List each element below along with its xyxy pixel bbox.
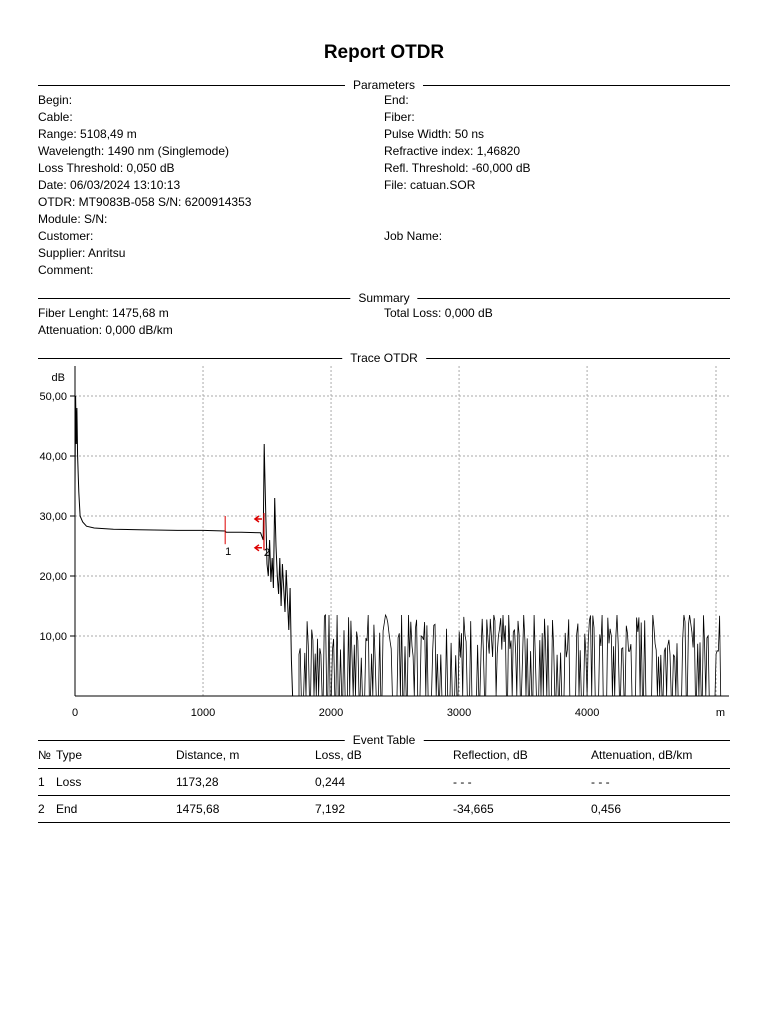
- y-axis-label: dB: [51, 372, 65, 384]
- cell-attenuation: 0,456: [591, 802, 622, 816]
- header-loss: Loss, dB: [315, 748, 362, 762]
- cell-distance: 1173,28: [176, 775, 219, 789]
- x-axis-label: m: [715, 707, 725, 719]
- event-table: [38, 744, 730, 823]
- x-tick-label: 4000: [574, 707, 600, 719]
- y-tick-label: 50,00: [39, 391, 67, 403]
- y-tick-label: 20,00: [39, 571, 67, 583]
- y-tick-label: 10,00: [39, 631, 67, 643]
- param-file: File: catuan.SOR: [384, 178, 476, 192]
- summary-attenuation: Attenuation: 0,000 dB/km: [38, 323, 173, 337]
- marker-2-arrow-lower: [255, 545, 262, 551]
- cell-loss: 7,192: [315, 802, 346, 816]
- cell-type: Loss: [56, 775, 82, 789]
- header-type: Type: [56, 748, 83, 762]
- param-pulse-width: Pulse Width: 50 ns: [384, 127, 485, 141]
- y-tick-label: 30,00: [39, 511, 67, 523]
- header-attenuation: Attenuation, dB/km: [591, 748, 693, 762]
- table-row: [38, 769, 730, 796]
- param-supplier: Supplier: Anritsu: [38, 246, 126, 260]
- header-number: №: [38, 748, 51, 762]
- x-tick-label: 3000: [446, 707, 472, 719]
- cell-attenuation: - - -: [591, 775, 610, 789]
- header-reflection: Reflection, dB: [453, 748, 528, 762]
- summary-heading: Summary: [350, 291, 417, 305]
- marker-2-arrow-upper: [255, 516, 262, 522]
- marker-1-label: 1: [225, 546, 232, 558]
- event-table-header: [38, 744, 730, 769]
- summary-total-loss: Total Loss: 0,000 dB: [384, 306, 493, 320]
- param-fiber: Fiber:: [384, 110, 415, 124]
- param-module: Module: S/N:: [38, 212, 108, 226]
- param-date: Date: 06/03/2024 13:10:13: [38, 178, 181, 192]
- param-customer: Customer:: [38, 229, 94, 243]
- param-cable: Cable:: [38, 110, 73, 124]
- param-refractive-index: Refractive index: 1,46820: [384, 144, 521, 158]
- y-tick-label: 40,00: [39, 451, 67, 463]
- trace-heading: Trace OTDR: [342, 351, 426, 365]
- param-job-name: Job Name:: [384, 229, 443, 243]
- param-end: End:: [384, 93, 409, 107]
- marker-2-label: 2: [263, 547, 271, 560]
- noise-floor-line: [299, 615, 729, 696]
- header-distance: Distance, m: [176, 748, 240, 762]
- cell-number: 1: [38, 775, 45, 789]
- cell-loss: 0,244: [315, 775, 346, 789]
- summary-fiber-length: Fiber Lenght: 1475,68 m: [38, 306, 169, 320]
- cell-reflection: - - -: [453, 775, 472, 789]
- param-otdr: OTDR: MT9083B-058 S/N: 6200914353: [38, 195, 252, 209]
- cell-number: 2: [38, 802, 45, 816]
- x-tick-label: 0: [71, 707, 79, 719]
- x-tick-label: 2000: [318, 707, 344, 719]
- events-heading: Event Table: [345, 733, 424, 747]
- param-wavelength: Wavelength: 1490 nm (Singlemode): [38, 144, 229, 158]
- cell-reflection: -34,665: [453, 802, 494, 816]
- param-comment: Comment:: [38, 263, 94, 277]
- param-begin: Begin:: [38, 93, 73, 107]
- cell-distance: 1475,68: [176, 802, 220, 816]
- x-tick-label: 1000: [190, 707, 216, 719]
- param-loss-threshold: Loss Threshold: 0,050 dB: [38, 161, 175, 175]
- param-range: Range: 5108,49 m: [38, 127, 137, 141]
- parameters-heading: Parameters: [345, 78, 423, 92]
- param-refl-threshold: Refl. Threshold: -60,000 dB: [384, 161, 531, 175]
- trace-line: [75, 396, 293, 696]
- table-row: [38, 796, 730, 823]
- report-title: Report OTDR: [323, 42, 445, 63]
- cell-type: End: [56, 802, 78, 816]
